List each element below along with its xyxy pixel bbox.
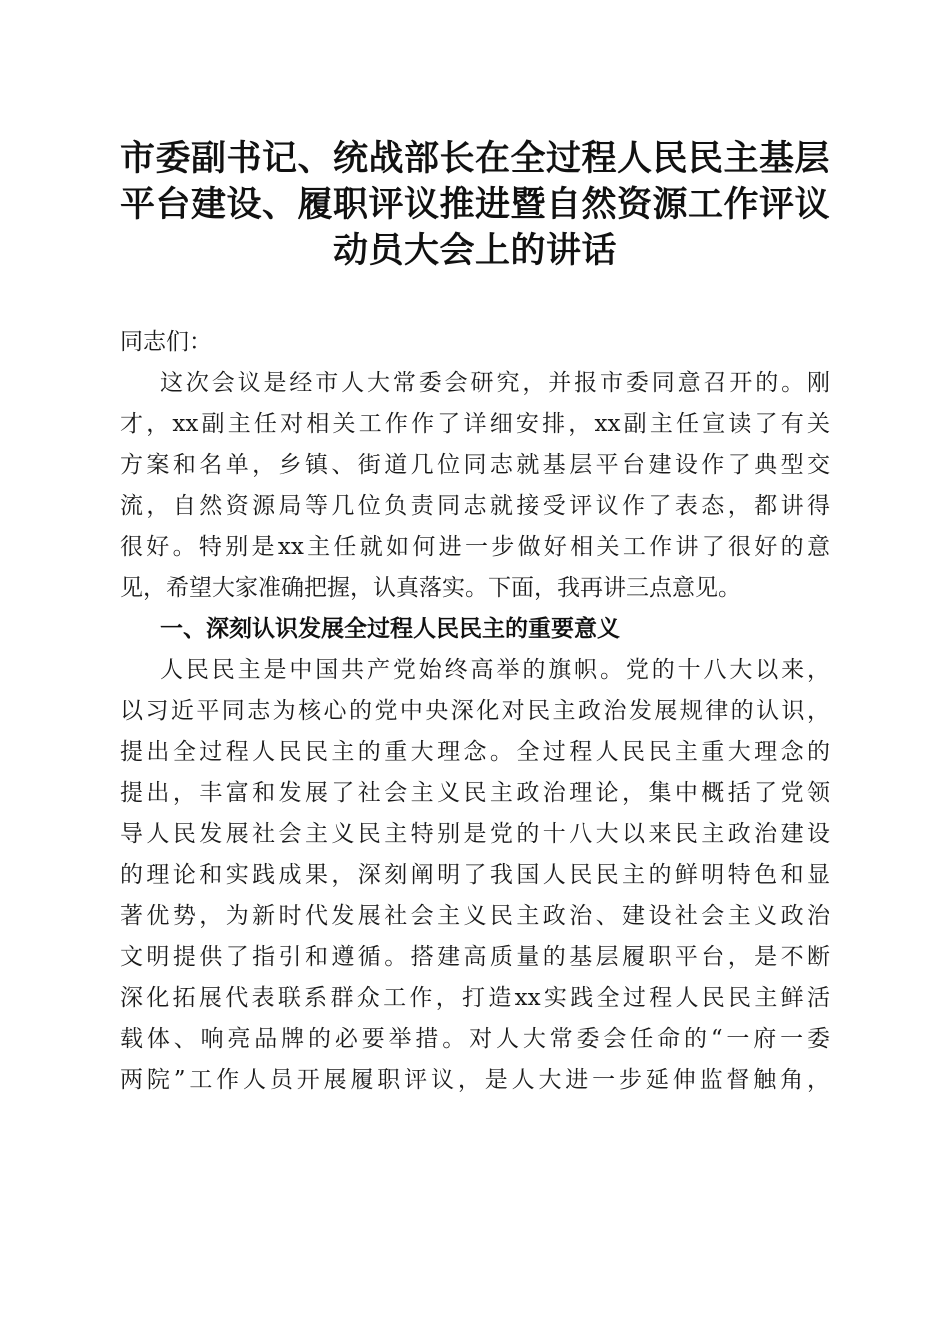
title-line-1: 市委副书记、统战部长在全过程人民民主基层 bbox=[119, 138, 830, 179]
section-1-heading: 一、深刻认识发展全过程人民民主的重要意义 bbox=[160, 616, 620, 642]
paragraph-2-line: 提出，丰富和发展了社会主义民主政治理论，集中概括了党领 bbox=[120, 780, 830, 806]
paragraph-2-line: 两院”工作人员开展履职评议，是人大进一步延伸监督触角， bbox=[120, 1067, 830, 1093]
paragraph-2-line: 人民民主是中国共产党始终高举的旗帜。党的十八大以来， bbox=[160, 657, 830, 683]
paragraph-1-line: 见，希望大家准确把握，认真落实。下面，我再讲三点意见。 bbox=[120, 575, 741, 601]
salutation: 同志们： bbox=[120, 329, 212, 355]
paragraph-2-line: 的理论和实践成果，深刻阐明了我国人民民主的鲜明特色和显 bbox=[120, 862, 830, 888]
paragraph-2-line: 以习近平同志为核心的党中央深化对民主政治发展规律的认识， bbox=[120, 698, 830, 724]
title-line-3: 动员大会上的讲话 bbox=[332, 230, 617, 271]
paragraph-2-line: 著优势，为新时代发展社会主义民主政治、建设社会主义政治 bbox=[120, 903, 830, 929]
paragraph-1-line: 方案和名单，乡镇、街道几位同志就基层平台建设作了典型交 bbox=[120, 452, 830, 478]
document-title bbox=[100, 136, 850, 274]
paragraph-1-line: 很好。特别是xx主任就如何进一步做好相关工作讲了很好的意 bbox=[120, 534, 830, 560]
title-line-2: 平台建设、履职评议推进暨自然资源工作评议 bbox=[119, 184, 830, 225]
paragraph-2-line: 导人民发展社会主义民主特别是党的十八大以来民主政治建设 bbox=[120, 821, 830, 847]
paragraph-1-line: 才，xx副主任对相关工作作了详细安排，xx副主任宣读了有关 bbox=[120, 411, 830, 437]
document-body bbox=[120, 322, 830, 1101]
paragraph-1-line: 这次会议是经市人大常委会研究，并报市委同意召开的。刚 bbox=[160, 370, 830, 396]
paragraph-2-line: 深化拓展代表联系群众工作，打造xx实践全过程人民民主鲜活 bbox=[120, 985, 830, 1011]
paragraph-2 bbox=[120, 650, 830, 1101]
paragraph-2-line: 文明提供了指引和遵循。搭建高质量的基层履职平台，是不断 bbox=[120, 944, 830, 970]
paragraph-1-line: 流，自然资源局等几位负责同志就接受评议作了表态，都讲得 bbox=[120, 493, 830, 519]
paragraph-2-line: 提出全过程人民民主的重大理念。全过程人民民主重大理念的 bbox=[120, 739, 830, 765]
paragraph-2-line: 载体、响亮品牌的必要举措。对人大常委会任命的“一府一委 bbox=[120, 1026, 830, 1052]
paragraph-1 bbox=[120, 363, 830, 609]
